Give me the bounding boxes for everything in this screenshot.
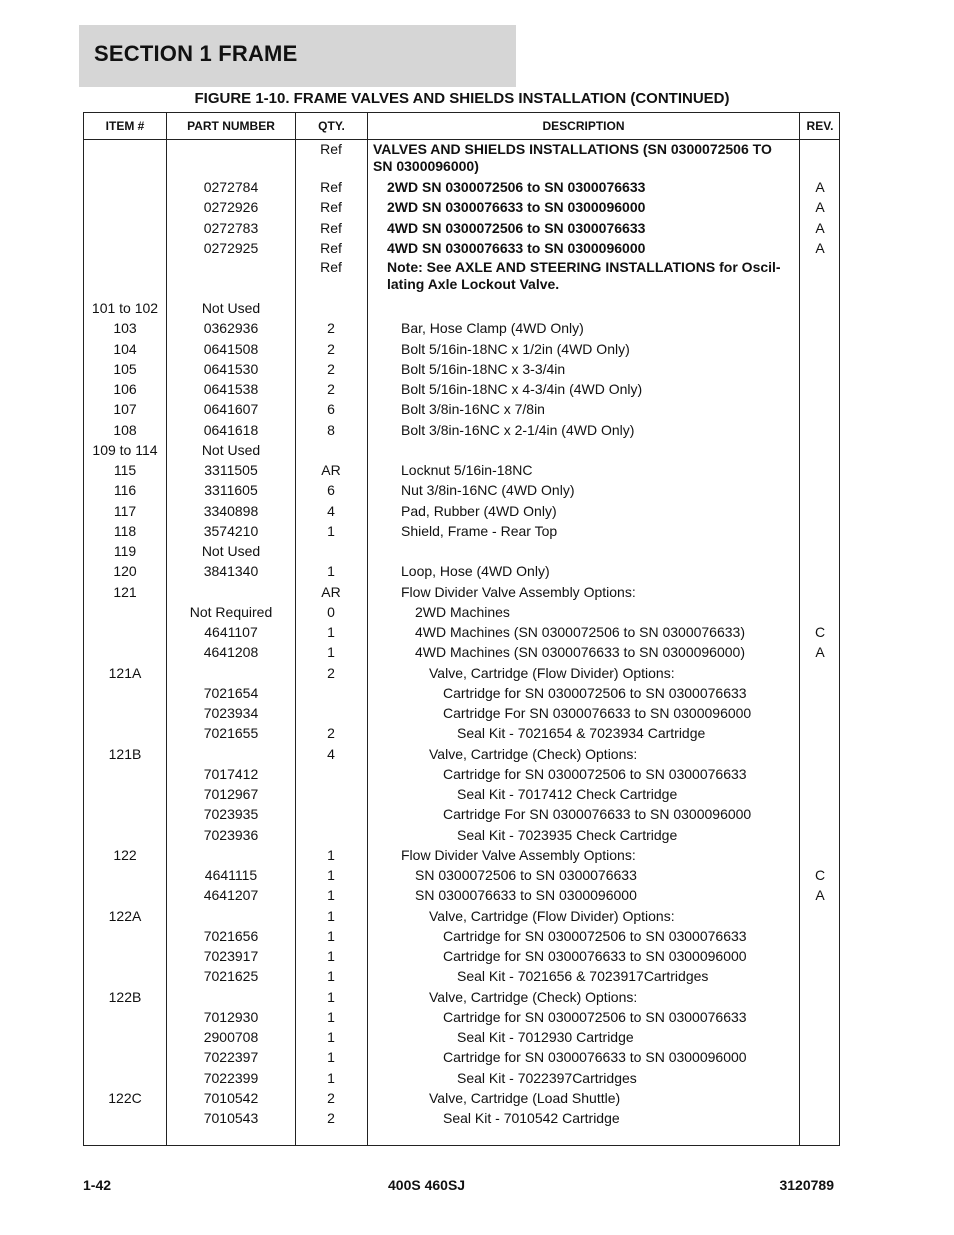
table-row xyxy=(84,521,839,541)
table-row xyxy=(84,359,839,379)
part-number-cell: 7022397 xyxy=(203,1049,259,1066)
table-row xyxy=(84,318,839,338)
item-number-cell: 104 xyxy=(113,340,137,357)
description-cell: Valve, Cartridge (Check) Options: xyxy=(429,988,638,1005)
quantity-cell: 1 xyxy=(327,887,335,904)
table-row xyxy=(84,683,839,703)
table-row xyxy=(84,987,839,1007)
table-row xyxy=(84,764,839,784)
table-body xyxy=(84,140,839,1128)
quantity-cell: 1 xyxy=(327,624,335,640)
table-row xyxy=(84,1047,839,1067)
description-cell: Seal Kit - 7010542 Cartridge xyxy=(443,1110,620,1126)
item-number-cell: 116 xyxy=(113,482,137,499)
quantity-cell: Ref xyxy=(320,219,342,236)
table-row xyxy=(84,946,839,966)
item-number-cell: 121B xyxy=(108,745,142,762)
part-number-cell: 0272783 xyxy=(203,219,259,236)
description-cell: Valve, Cartridge (Flow Divider) Options: xyxy=(429,907,675,924)
part-number-cell: 4641207 xyxy=(203,887,259,904)
description-cell: Cartridge for SN 0300072506 to SN 0300076633 xyxy=(443,765,747,782)
table-row xyxy=(84,622,839,642)
part-number-cell: Not Required xyxy=(189,603,273,620)
header-rev: REV. xyxy=(806,119,834,133)
table-row xyxy=(84,177,839,197)
table-row xyxy=(84,379,839,399)
quantity-cell: 1 xyxy=(327,644,335,661)
description-cell: Valve, Cartridge (Check) Options: xyxy=(429,745,638,762)
quantity-cell: 0 xyxy=(327,603,335,620)
description-cell: 4WD SN 0300072506 to SN 0300076633 xyxy=(387,219,646,236)
part-number-cell: 7022399 xyxy=(203,1069,259,1086)
description-cell: Flow Divider Valve Assembly Options: xyxy=(401,846,636,863)
table-row xyxy=(84,744,839,764)
item-number-cell: 122B xyxy=(108,988,142,1005)
revision-cell: A xyxy=(815,644,825,661)
description-cell: 2WD SN 0300076633 to SN 0300096000 xyxy=(387,199,646,216)
description-cell: Cartridge for SN 0300072506 to SN 0300076633 xyxy=(443,927,747,944)
table-row xyxy=(84,140,839,177)
table-row xyxy=(84,865,839,885)
item-number-cell: 121 xyxy=(113,583,137,600)
table-row xyxy=(84,703,839,723)
revision-cell: A xyxy=(815,219,825,236)
part-number-cell: Not Used xyxy=(201,441,261,458)
model-name: 400S 460SJ xyxy=(388,1177,466,1193)
table-row xyxy=(84,1088,839,1108)
part-number-cell: 3841340 xyxy=(203,563,259,580)
quantity-cell: 1 xyxy=(327,522,335,539)
description-cell: Valve, Cartridge (Flow Divider) Options: xyxy=(429,664,675,681)
item-number-cell: 115 xyxy=(113,462,137,478)
table-row xyxy=(84,582,839,602)
table-row xyxy=(84,642,839,662)
part-number-cell: 7023934 xyxy=(203,705,259,721)
quantity-cell: 2 xyxy=(327,725,335,742)
description-cell: Locknut 5/16in-18NC xyxy=(401,462,533,478)
quantity-cell: 1 xyxy=(327,867,335,883)
part-number-cell: 7023917 xyxy=(203,948,259,964)
section-title: SECTION 1 FRAME xyxy=(94,41,298,66)
table-row xyxy=(84,1027,839,1047)
table-row xyxy=(84,420,839,440)
quantity-cell: 1 xyxy=(327,948,335,964)
description-cell: Bolt 5/16in-18NC x 4-3/4in (4WD Only) xyxy=(401,381,643,397)
description-cell: SN 0300072506 to SN 0300076633 xyxy=(415,867,637,883)
quantity-cell: 2 xyxy=(327,1089,335,1106)
description-cell: Cartridge For SN 0300076633 to SN 0300096000 xyxy=(443,705,752,721)
quantity-cell: Ref xyxy=(320,179,342,195)
description-cell: 2WD SN 0300072506 to SN 0300076633 xyxy=(387,179,646,195)
description-cell: 2WD Machines xyxy=(415,603,510,620)
revision-cell: A xyxy=(815,179,825,195)
item-number-cell: 119 xyxy=(113,543,137,559)
quantity-cell: Ref xyxy=(320,259,342,275)
part-number-cell: 7010542 xyxy=(203,1089,259,1106)
description-cell: Seal Kit - 7021654 & 7023934 Cartridge xyxy=(457,725,706,742)
table-row xyxy=(84,1007,839,1027)
table-row xyxy=(84,602,839,622)
document-number: 3120789 xyxy=(779,1177,834,1193)
quantity-cell: 6 xyxy=(327,482,335,499)
revision-cell: A xyxy=(815,239,825,256)
table-row xyxy=(84,885,839,905)
revision-cell: A xyxy=(815,887,825,904)
part-number-cell: 0272926 xyxy=(203,199,259,216)
quantity-cell: 2 xyxy=(327,320,335,337)
item-number-cell: 120 xyxy=(113,563,137,580)
part-number-cell: 0641530 xyxy=(203,360,259,377)
description-cell: Nut 3/8in-16NC (4WD Only) xyxy=(401,482,575,499)
page-number: 1-42 xyxy=(83,1177,112,1193)
description-cell: 4WD SN 0300076633 to SN 0300096000 xyxy=(387,239,646,256)
quantity-cell: AR xyxy=(321,462,341,478)
item-number-cell: 122C xyxy=(108,1089,142,1106)
part-number-cell: 7021625 xyxy=(203,968,259,985)
quantity-cell: 1 xyxy=(327,1069,335,1086)
table-row xyxy=(84,723,839,743)
description-cell: Cartridge for SN 0300076633 to SN 0300096000 xyxy=(443,948,747,964)
description-cell: 4WD Machines (SN 0300072506 to SN 0300076633) xyxy=(415,624,745,640)
parts-table xyxy=(83,112,840,1146)
table-row xyxy=(84,460,839,480)
item-number-cell: 105 xyxy=(113,360,137,377)
quantity-cell: Ref xyxy=(320,239,342,256)
quantity-cell: 1 xyxy=(327,1008,335,1025)
quantity-cell: 2 xyxy=(327,340,335,357)
part-number-cell: Not Used xyxy=(201,543,261,559)
table-row xyxy=(84,339,839,359)
table-row xyxy=(84,1108,839,1128)
description-cell: VALVES AND SHIELDS INSTALLATIONS (SN 0300072506 TO SN 0300096000) xyxy=(373,141,772,174)
item-number-cell: 101 to 102 xyxy=(91,300,159,316)
part-number-cell: 0272925 xyxy=(203,239,259,256)
part-number-cell: 3311505 xyxy=(204,462,258,478)
part-number-cell: 0641538 xyxy=(203,381,259,397)
part-number-cell: 7012967 xyxy=(203,786,259,802)
quantity-cell: 1 xyxy=(327,927,335,944)
part-number-cell: 2900708 xyxy=(203,1029,259,1045)
description-cell: Valve, Cartridge (Load Shuttle) xyxy=(429,1089,621,1106)
table-row xyxy=(84,561,839,581)
table-row xyxy=(84,845,839,865)
table-row xyxy=(84,399,839,419)
table-row xyxy=(84,238,839,258)
part-number-cell: 4641115 xyxy=(204,867,258,883)
description-cell: Pad, Rubber (4WD Only) xyxy=(401,502,557,519)
item-number-cell: 107 xyxy=(113,401,137,418)
part-number-cell: 0641508 xyxy=(203,340,259,357)
quantity-cell: 1 xyxy=(327,846,335,863)
quantity-cell: Ref xyxy=(320,199,342,216)
table-row xyxy=(84,825,839,845)
description-cell: Shield, Frame - Rear Top xyxy=(401,522,558,539)
item-number-cell: 103 xyxy=(113,320,137,337)
description-cell: Bolt 3/8in-16NC x 2-1/4in (4WD Only) xyxy=(401,421,635,438)
item-number-cell: 118 xyxy=(113,522,137,539)
quantity-cell: 6 xyxy=(327,401,335,418)
description-cell: Cartridge for SN 0300076633 to SN 0300096000 xyxy=(443,1049,747,1066)
description-cell: Bar, Hose Clamp (4WD Only) xyxy=(401,320,584,337)
table-row xyxy=(84,197,839,217)
revision-cell: C xyxy=(814,624,826,640)
description-cell: Seal Kit - 7021656 & 7023917Cartridges xyxy=(457,968,709,985)
part-number-cell: 4641208 xyxy=(203,644,259,661)
part-number-cell: 7010543 xyxy=(203,1110,259,1126)
table-row xyxy=(84,480,839,500)
table-row xyxy=(84,804,839,824)
quantity-cell: AR xyxy=(321,583,341,600)
part-number-cell: 7021655 xyxy=(203,725,259,742)
description-cell: Bolt 5/16in-18NC x 3-3/4in xyxy=(401,360,566,377)
quantity-cell: 2 xyxy=(327,664,335,681)
description-cell: Cartridge for SN 0300072506 to SN 0300076633 xyxy=(443,684,747,701)
part-number-cell: 0272784 xyxy=(203,179,259,195)
part-number-cell: 3340898 xyxy=(203,502,259,519)
header-part-number: PART NUMBER xyxy=(187,119,275,133)
part-number-cell: 7017412 xyxy=(203,765,259,782)
item-number-cell: 122 xyxy=(113,846,137,863)
part-number-cell: 7021654 xyxy=(203,684,259,701)
part-number-cell: Not Used xyxy=(201,300,261,316)
quantity-cell: 1 xyxy=(327,563,335,580)
description-cell: 4WD Machines (SN 0300076633 to SN 0300096000) xyxy=(415,644,745,661)
description-cell: Bolt 5/16in-18NC x 1/2in (4WD Only) xyxy=(401,340,630,357)
description-cell: Bolt 3/8in-16NC x 7/8in xyxy=(401,401,545,418)
part-number-cell: 0641607 xyxy=(203,401,259,418)
part-number-cell: 0362936 xyxy=(203,320,259,337)
item-number-cell: 109 to 114 xyxy=(92,441,158,458)
quantity-cell: 2 xyxy=(327,360,335,377)
description-cell: Seal Kit - 7023935 Check Cartridge xyxy=(457,826,678,843)
item-number-cell: 122A xyxy=(108,907,142,924)
description-cell: Loop, Hose (4WD Only) xyxy=(401,563,550,580)
table-row xyxy=(84,218,839,238)
revision-cell: A xyxy=(815,199,825,216)
description-cell: Flow Divider Valve Assembly Options: xyxy=(401,583,636,600)
header-description: DESCRIPTION xyxy=(542,119,625,133)
quantity-cell: 2 xyxy=(327,381,335,397)
part-number-cell: 7023935 xyxy=(203,806,259,823)
table-row xyxy=(84,784,839,804)
part-number-cell: 4641107 xyxy=(204,624,258,640)
table-row xyxy=(84,440,839,460)
quantity-cell: 1 xyxy=(327,1049,335,1066)
item-number-cell: 117 xyxy=(113,502,137,519)
description-cell: Cartridge for SN 0300072506 to SN 0300076633 xyxy=(443,1008,747,1025)
figure-title: FIGURE 1-10. FRAME VALVES AND SHIELDS INSTALLATION (CONTINUED) xyxy=(194,90,730,107)
quantity-cell: 4 xyxy=(327,745,335,762)
part-number-cell: 7012930 xyxy=(203,1008,259,1025)
part-number-cell: 3311605 xyxy=(204,482,258,499)
section-header xyxy=(79,25,516,87)
item-number-cell: 106 xyxy=(113,381,137,397)
part-number-cell: 7021656 xyxy=(203,927,259,944)
item-number-cell: 121A xyxy=(108,664,142,681)
description-cell: SN 0300076633 to SN 0300096000 xyxy=(415,887,637,904)
table-row xyxy=(84,966,839,986)
table-row xyxy=(84,258,839,298)
table-row xyxy=(84,298,839,318)
header-qty: QTY. xyxy=(318,119,345,133)
part-number-cell: 0641618 xyxy=(203,421,259,438)
description-cell: Seal Kit - 7022397Cartridges xyxy=(457,1069,637,1086)
quantity-cell: 1 xyxy=(327,988,335,1005)
table-row xyxy=(84,663,839,683)
part-number-cell: 7023936 xyxy=(203,826,259,843)
description-cell: Seal Kit - 7012930 Cartridge xyxy=(457,1029,634,1045)
part-number-cell: 3574210 xyxy=(203,522,259,539)
item-number-cell: 108 xyxy=(113,421,137,438)
quantity-cell: 1 xyxy=(327,907,335,924)
table-row xyxy=(84,501,839,521)
quantity-cell: Ref xyxy=(320,141,342,157)
table-row xyxy=(84,541,839,561)
description-cell: Note: See AXLE AND STEERING INSTALLATIONS for Oscil-lating Axle Lockout Valve. xyxy=(387,259,781,292)
quantity-cell: 4 xyxy=(327,502,335,519)
quantity-cell: 8 xyxy=(327,421,335,438)
description-cell: Seal Kit - 7017412 Check Cartridge xyxy=(457,786,678,802)
description-cell: Cartridge For SN 0300076633 to SN 0300096000 xyxy=(443,806,752,823)
quantity-cell: 1 xyxy=(327,968,335,985)
table-row xyxy=(84,906,839,926)
quantity-cell: 2 xyxy=(327,1110,335,1126)
header-item: ITEM # xyxy=(105,119,145,133)
revision-cell: C xyxy=(814,867,826,883)
table-row xyxy=(84,1068,839,1088)
table-row xyxy=(84,926,839,946)
quantity-cell: 1 xyxy=(327,1029,335,1045)
